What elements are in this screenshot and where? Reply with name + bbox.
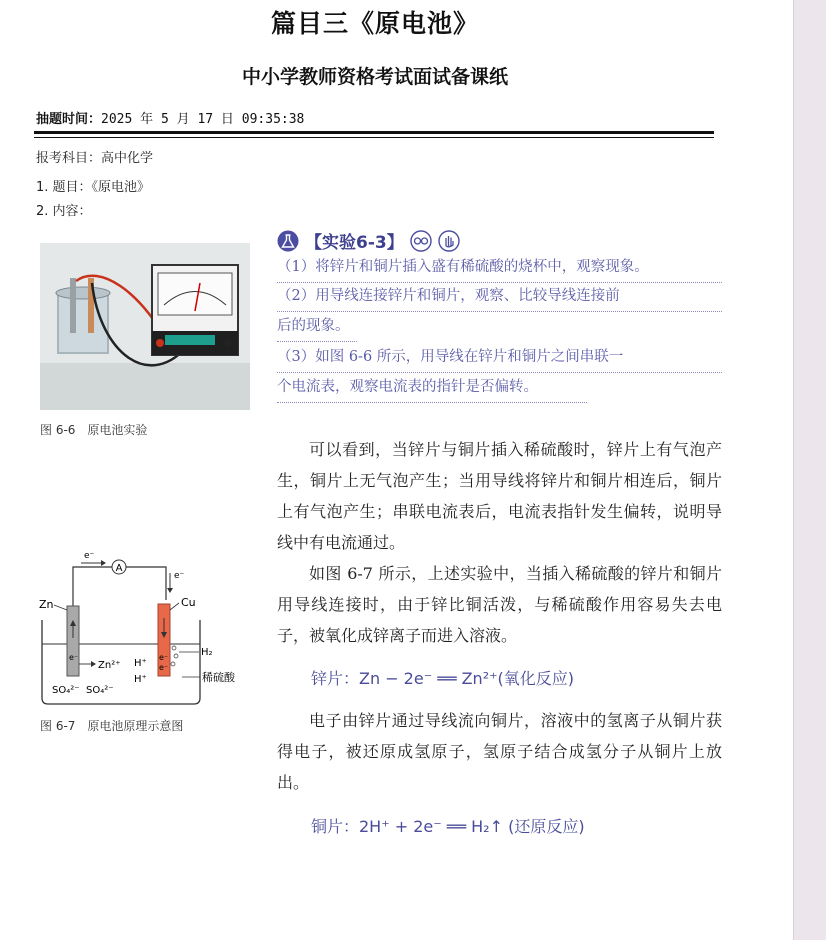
galvanic-cell-diagram (36, 548, 250, 708)
zinc-equation: 锌片：Zn − 2e⁻ ══ Zn²⁺(氧化反应) (311, 669, 575, 688)
experiment-step-2-cont: 后的现象。 (277, 311, 357, 342)
experiment-step-3: （3）如图 6-6 所示，用导线在锌片和铜片之间串联一 (277, 342, 722, 373)
zn-label: Zn (39, 598, 54, 611)
electron-label-right: e⁻ (174, 571, 185, 581)
page-subtitle: 中小学教师资格考试面试备课纸 (241, 66, 508, 88)
electron-label-cu-1: e⁻ (159, 653, 169, 662)
experiment-step-1: （1）将锌片和铜片插入盛有稀硫酸的烧杯中，观察现象。 (277, 252, 722, 283)
electron-label-zn: e⁻ (69, 653, 79, 662)
draw-time-value: 2025 年 5 月 17 日 09:35:38 (101, 112, 305, 127)
flask-icon (277, 230, 299, 252)
divider-thin (34, 137, 714, 138)
experiment-step-3-cont: 个电流表，观察电流表的指针是否偏转。 (277, 372, 587, 403)
h-plus-label-2: H⁺ (134, 674, 147, 685)
ammeter-label: A (115, 563, 123, 574)
experiment-step-2: （2）用导线连接锌片和铜片，观察、比较导线连接前 (277, 281, 722, 312)
draw-time-label: 抽题时间： (36, 112, 102, 127)
sulfate-label-1: SO₄²⁻ (52, 685, 80, 696)
content-line: 2. 内容： (36, 204, 92, 219)
paragraph-electron-flow (277, 705, 722, 798)
hand-icon (438, 230, 460, 252)
figure-6-7-caption: 图 6-7 原电池原理示意图 (40, 719, 184, 733)
paragraph-1: 可以看到，当锌片与铜片插入稀硫酸时，锌片上有气泡产生，铜片上无气泡产生；当用导线将锌片和铜片相连后，铜片上有气泡产生；串联电流表后，电流表指针发生偏转，说明导线中有电流通过。 (277, 440, 722, 552)
copper-equation: 铜片：2H⁺ + 2e⁻ ══ H₂↑ (还原反应) (311, 817, 585, 836)
sulfuric-acid-label: 稀硫酸 (202, 671, 235, 684)
divider-thick (34, 131, 714, 134)
subject-line: 报考科目：高中化学 (36, 151, 154, 166)
h-plus-label-1: H⁺ (134, 658, 147, 669)
goggles-icon (410, 230, 432, 252)
draw-time (36, 108, 304, 127)
electron-label-top: e⁻ (84, 551, 95, 561)
zn-ion-label: Zn²⁺ (98, 660, 121, 671)
paragraph-observation (277, 434, 722, 651)
paragraph-2: 如图 6-7 所示，上述实验中，当插入稀硫酸的锌片和铜片用导线连接时，由于锌比铜活泼，与稀硫酸作用容易失去电子，被氧化成锌离子而进入溶液。 (277, 564, 722, 645)
experiment-heading (277, 228, 460, 253)
experiment-title: 【实验6-3】 (305, 233, 404, 253)
electron-label-cu-2: e⁻ (159, 663, 169, 672)
figure-6-6-caption: 图 6-6 原电池实验 (40, 423, 148, 437)
scrollbar[interactable] (793, 0, 826, 940)
experiment-photo (40, 243, 250, 410)
sulfate-label-2: SO₄²⁻ (86, 685, 114, 696)
cu-label: Cu (181, 596, 196, 609)
topic-line: 1. 题目：《原电池》 (36, 180, 151, 195)
h2-label: H₂ (201, 647, 213, 658)
paragraph-3: 电子由锌片通过导线流向铜片，溶液中的氢离子从铜片获得电子，被还原成氢原子，氢原子结合成氢分子从铜片上放出。 (277, 711, 722, 792)
page-title: 篇目三《原电池》 (270, 9, 479, 38)
